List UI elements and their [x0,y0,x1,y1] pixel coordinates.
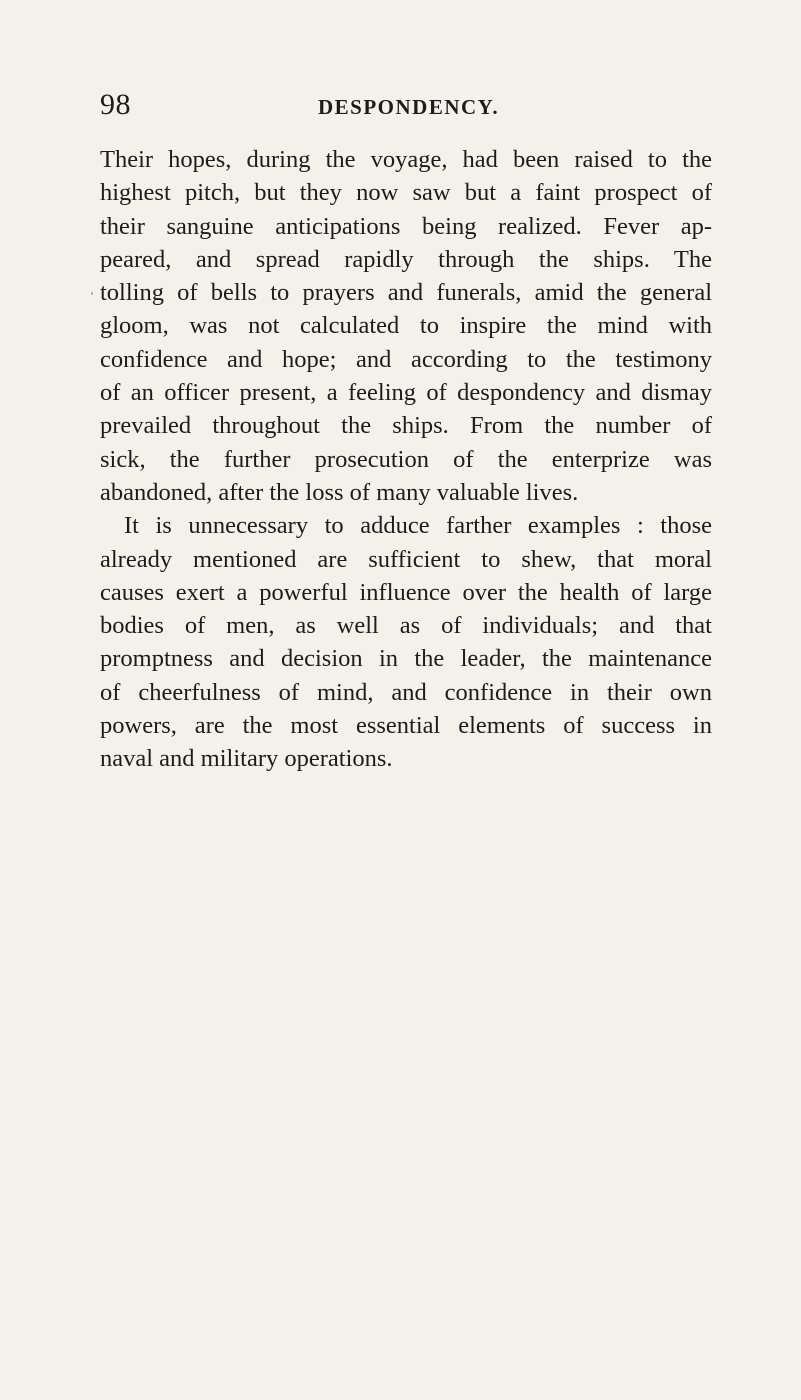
text-line: confidence and hope; and according to the testimony [100,345,712,373]
text-line: abandoned, after the loss of many valuable lives. [100,478,579,506]
text-line: prevailed throughout the ships. From the number of [100,412,712,440]
margin-speck [91,292,93,295]
text-line: their sanguine anticipations being realized. Fever ap- [100,212,712,240]
paragraph-2 [100,509,712,775]
text-line: bodies of men, as well as of individuals; and that [100,612,712,640]
paragraph-1 [100,143,712,509]
text-line: promptness and decision in the leader, the maintenance [100,645,712,673]
text-line: gloom, was not calculated to inspire the mind with [100,312,712,340]
text-line: highest pitch, but they now saw but a faint prospect of [100,179,712,207]
body-text [100,143,712,776]
text-line: powers, are the most essential elements of success in [100,712,712,740]
text-line: causes exert a powerful influence over the health of large [100,578,712,606]
running-title: DESPONDENCY. [318,95,500,119]
text-line: already mentioned are sufficient to shew, that moral [100,545,712,573]
text-line: of cheerfulness of mind, and confidence in their own [100,678,712,706]
page-number: 98 [100,88,131,121]
text-line: of an officer present, a feeling of despondency and dismay [100,379,712,407]
text-line: Their hopes, during the voyage, had been raised to the [100,146,712,173]
running-head [100,88,710,128]
text-line: sick, the further prosecution of the enterprize was [100,445,712,473]
text-line: peared, and spread rapidly through the ships. The [100,245,712,273]
text-line: naval and military operations. [100,745,393,773]
text-line: tolling of bells to prayers and funerals, amid the general [100,279,712,307]
text-line: It is unnecessary to adduce farther examples : those [124,512,712,540]
